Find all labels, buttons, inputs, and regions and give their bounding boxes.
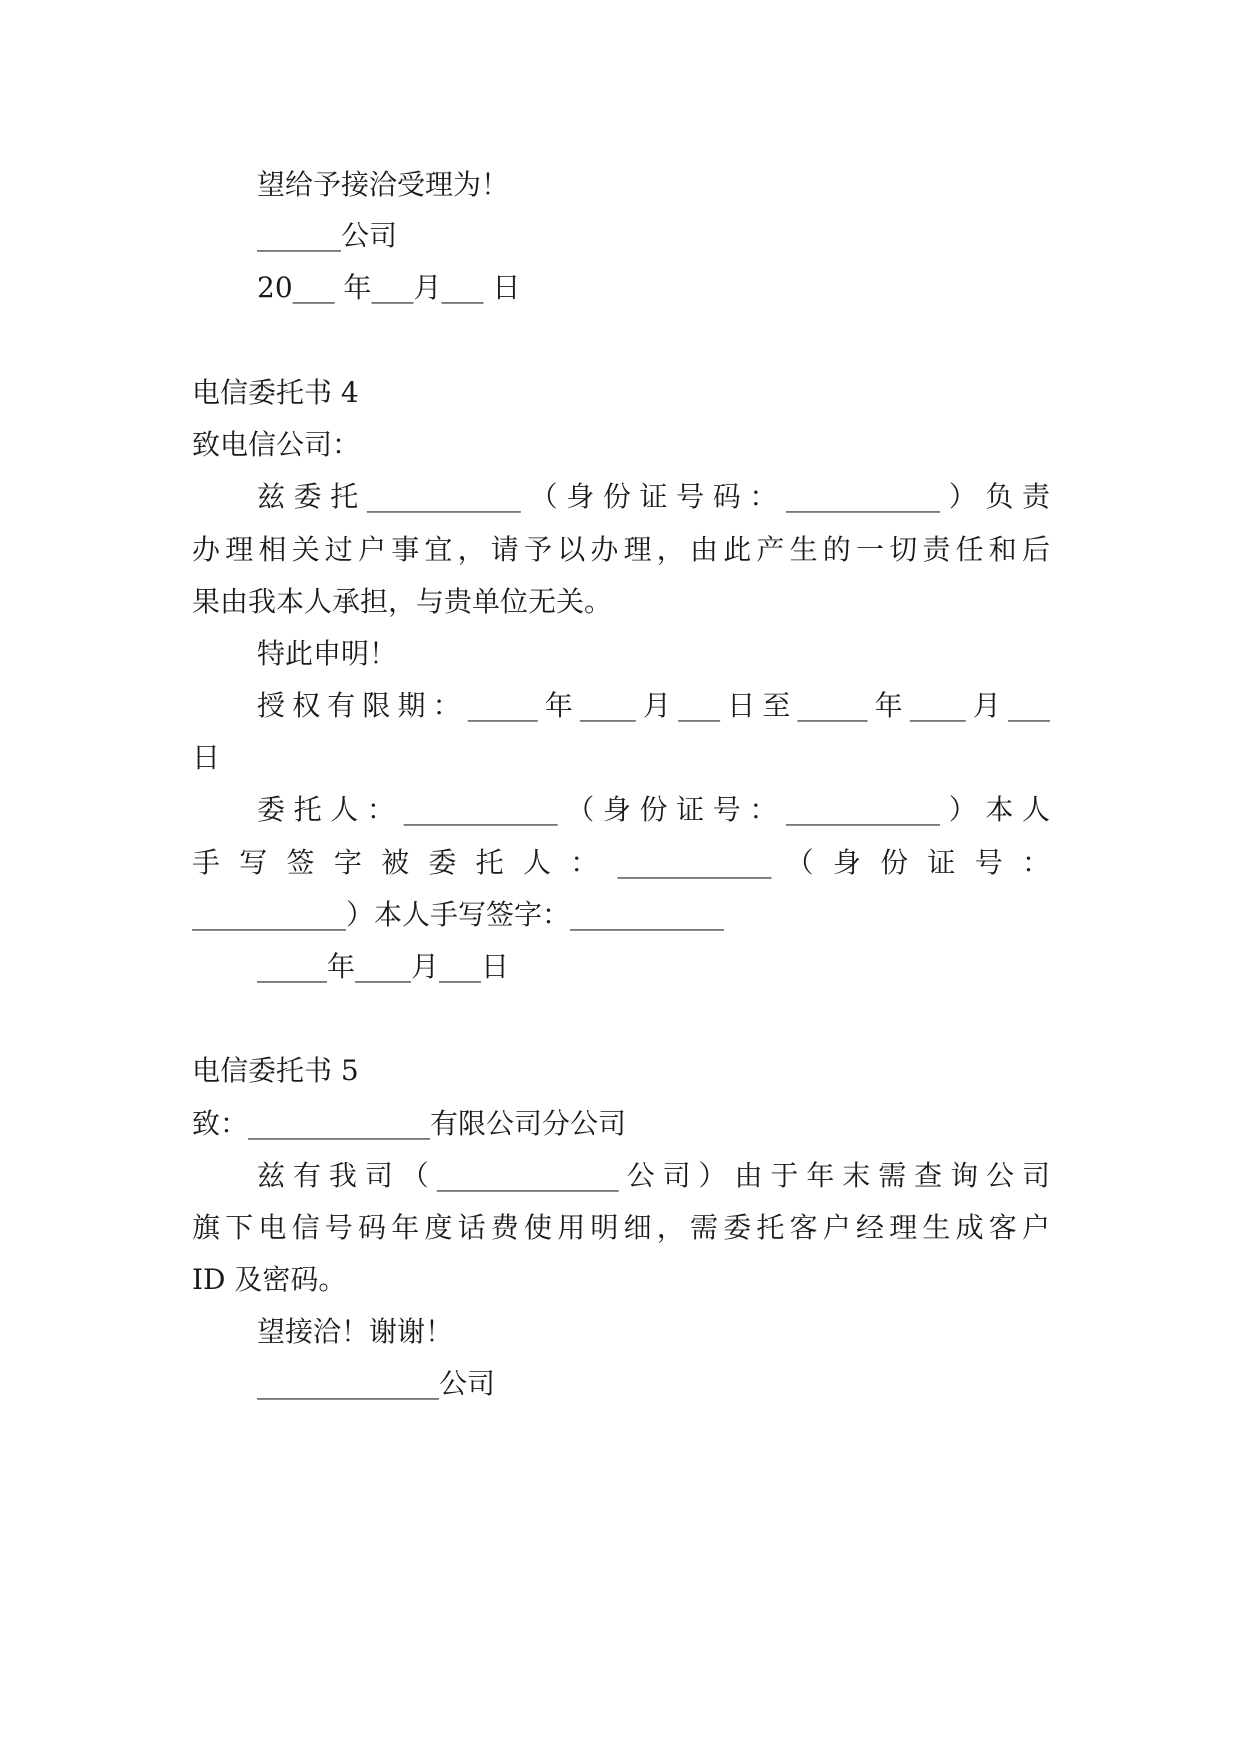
body5-line-2: 旗下电信号码年度话费使用明细，需委托客户经理生成客户 — [192, 1211, 1050, 1244]
thanks-line: 望接洽！谢谢！ — [257, 1315, 454, 1348]
date-line: 20___ 年___月___ 日 — [257, 271, 521, 304]
date-line-4: _____年____月___日 — [257, 950, 510, 983]
authorization-period-day: 日 — [192, 741, 221, 774]
body-line-3: 果由我本人承担，与贵单位无关。 — [192, 585, 613, 618]
body-line-1: 兹委托___________（身份证号码：___________）负责 — [257, 480, 1050, 513]
body5-line-3: ID 及密码。 — [192, 1263, 347, 1296]
company-signature-line-5: _____________公司 — [257, 1367, 496, 1400]
principal-line: 委托人：___________（身份证号：___________）本人 — [257, 793, 1050, 826]
section-title-4: 电信委托书 4 — [192, 376, 359, 409]
body-line-2: 办理相关过户事宜，请予以办理，由此产生的一切责任和后 — [192, 533, 1050, 566]
authorization-period-line: 授权有限期：_____年____月___日至_____年____月___ — [257, 689, 1050, 722]
agent-signature-line: ___________）本人手写签字：___________ — [192, 898, 725, 931]
section-title-5: 电信委托书 5 — [192, 1054, 359, 1087]
closing-request-line: 望给予接洽受理为！ — [257, 168, 510, 201]
company-signature-line: ______公司 — [257, 219, 398, 252]
addressee-line-4: 致电信公司： — [192, 428, 361, 461]
addressee-line-5: 致：_____________有限公司分公司 — [192, 1107, 627, 1140]
declaration-line: 特此申明！ — [257, 637, 398, 670]
body5-line-1: 兹有我司（_____________公司）由于年末需查询公司 — [257, 1159, 1050, 1192]
agent-line: 手 写 签 字 被 委 托 人 ： ___________ （ 身 份 证 号 ： — [192, 846, 1050, 879]
